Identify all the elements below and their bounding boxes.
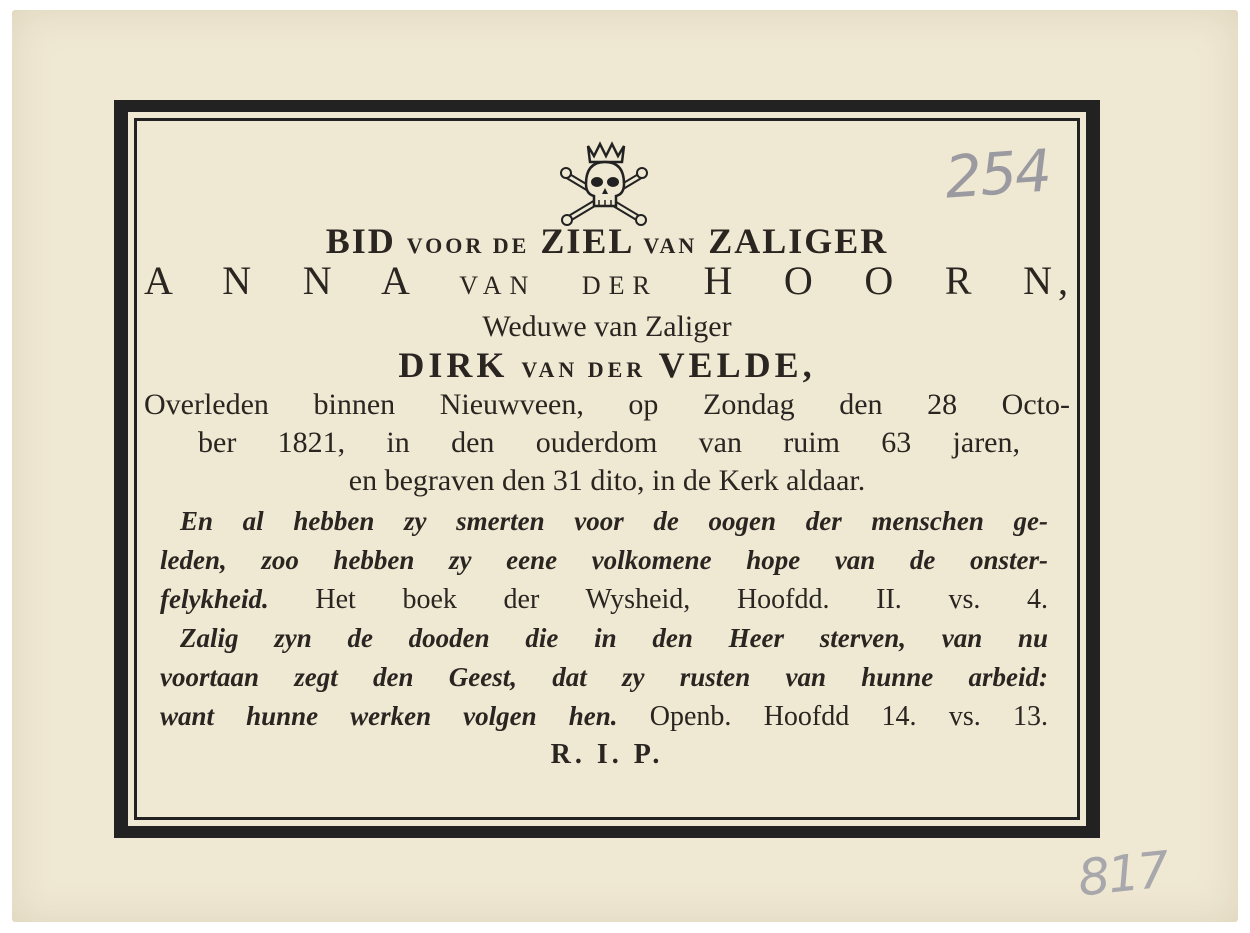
heading-word: ZIEL [540,221,633,261]
heading-word: VOOR DE [406,233,530,258]
scripture-line: Zalig zyn de dooden die in den Heer sterven, van nu [180,623,1048,653]
pencil-annotation-top: 254 [942,136,1052,212]
scripture-line: En al hebben zy smerten voor de oogen der menschen ge- [180,506,1048,536]
rip-line: R. I. P. [550,739,664,770]
prayer-heading [140,222,1074,262]
scripture-italic: want hunne werken volgen hen. [160,701,618,731]
name-part: DIRK [398,345,509,385]
scripture-reference: Het boek der Wysheid, Hoofdd. II. vs. 4. [315,584,1048,615]
heading-word: VAN [643,233,698,258]
widow-line: Weduwe van Zaliger [482,310,732,343]
name-part: DER [581,271,658,300]
death-details-line: ber 1821, in den ouderdom van ruim 63 jaren, [198,426,1020,459]
burial-line: en begraven den 31 dito, in de Kerk aldaar. [348,464,866,497]
spouse-name [140,346,1074,386]
scripture-line [140,697,1074,736]
name-part: VELDE, [658,345,816,385]
crowned-skull-and-crossbones-icon [558,140,650,226]
death-details-line: Overleden binnen Nieuwveen, op Zondag den 28 Octo- [144,388,1070,421]
scripture-line: voortaan zegt den Geest, dat zy rusten van hunne arbeid: [160,662,1048,692]
name-part: VAN DER [521,357,647,382]
heading-word: BID [325,221,396,261]
scripture-line [140,580,1074,619]
pencil-annotation-bottom: 817 [1075,840,1171,908]
name-part: H O O R N, [703,258,1075,303]
name-part: VAN [459,271,537,300]
scripture-reference: Openb. Hoofdd 14. vs. 13. [649,701,1049,732]
deceased-name [140,258,1075,308]
scripture-italic: felykheid. [160,584,269,614]
heading-word: ZALIGER [708,221,889,261]
scripture-line: leden, zoo hebben zy eene volkomene hope van de onster- [160,545,1048,575]
memorial-text [140,222,1074,776]
name-part: A N N A [144,258,414,303]
